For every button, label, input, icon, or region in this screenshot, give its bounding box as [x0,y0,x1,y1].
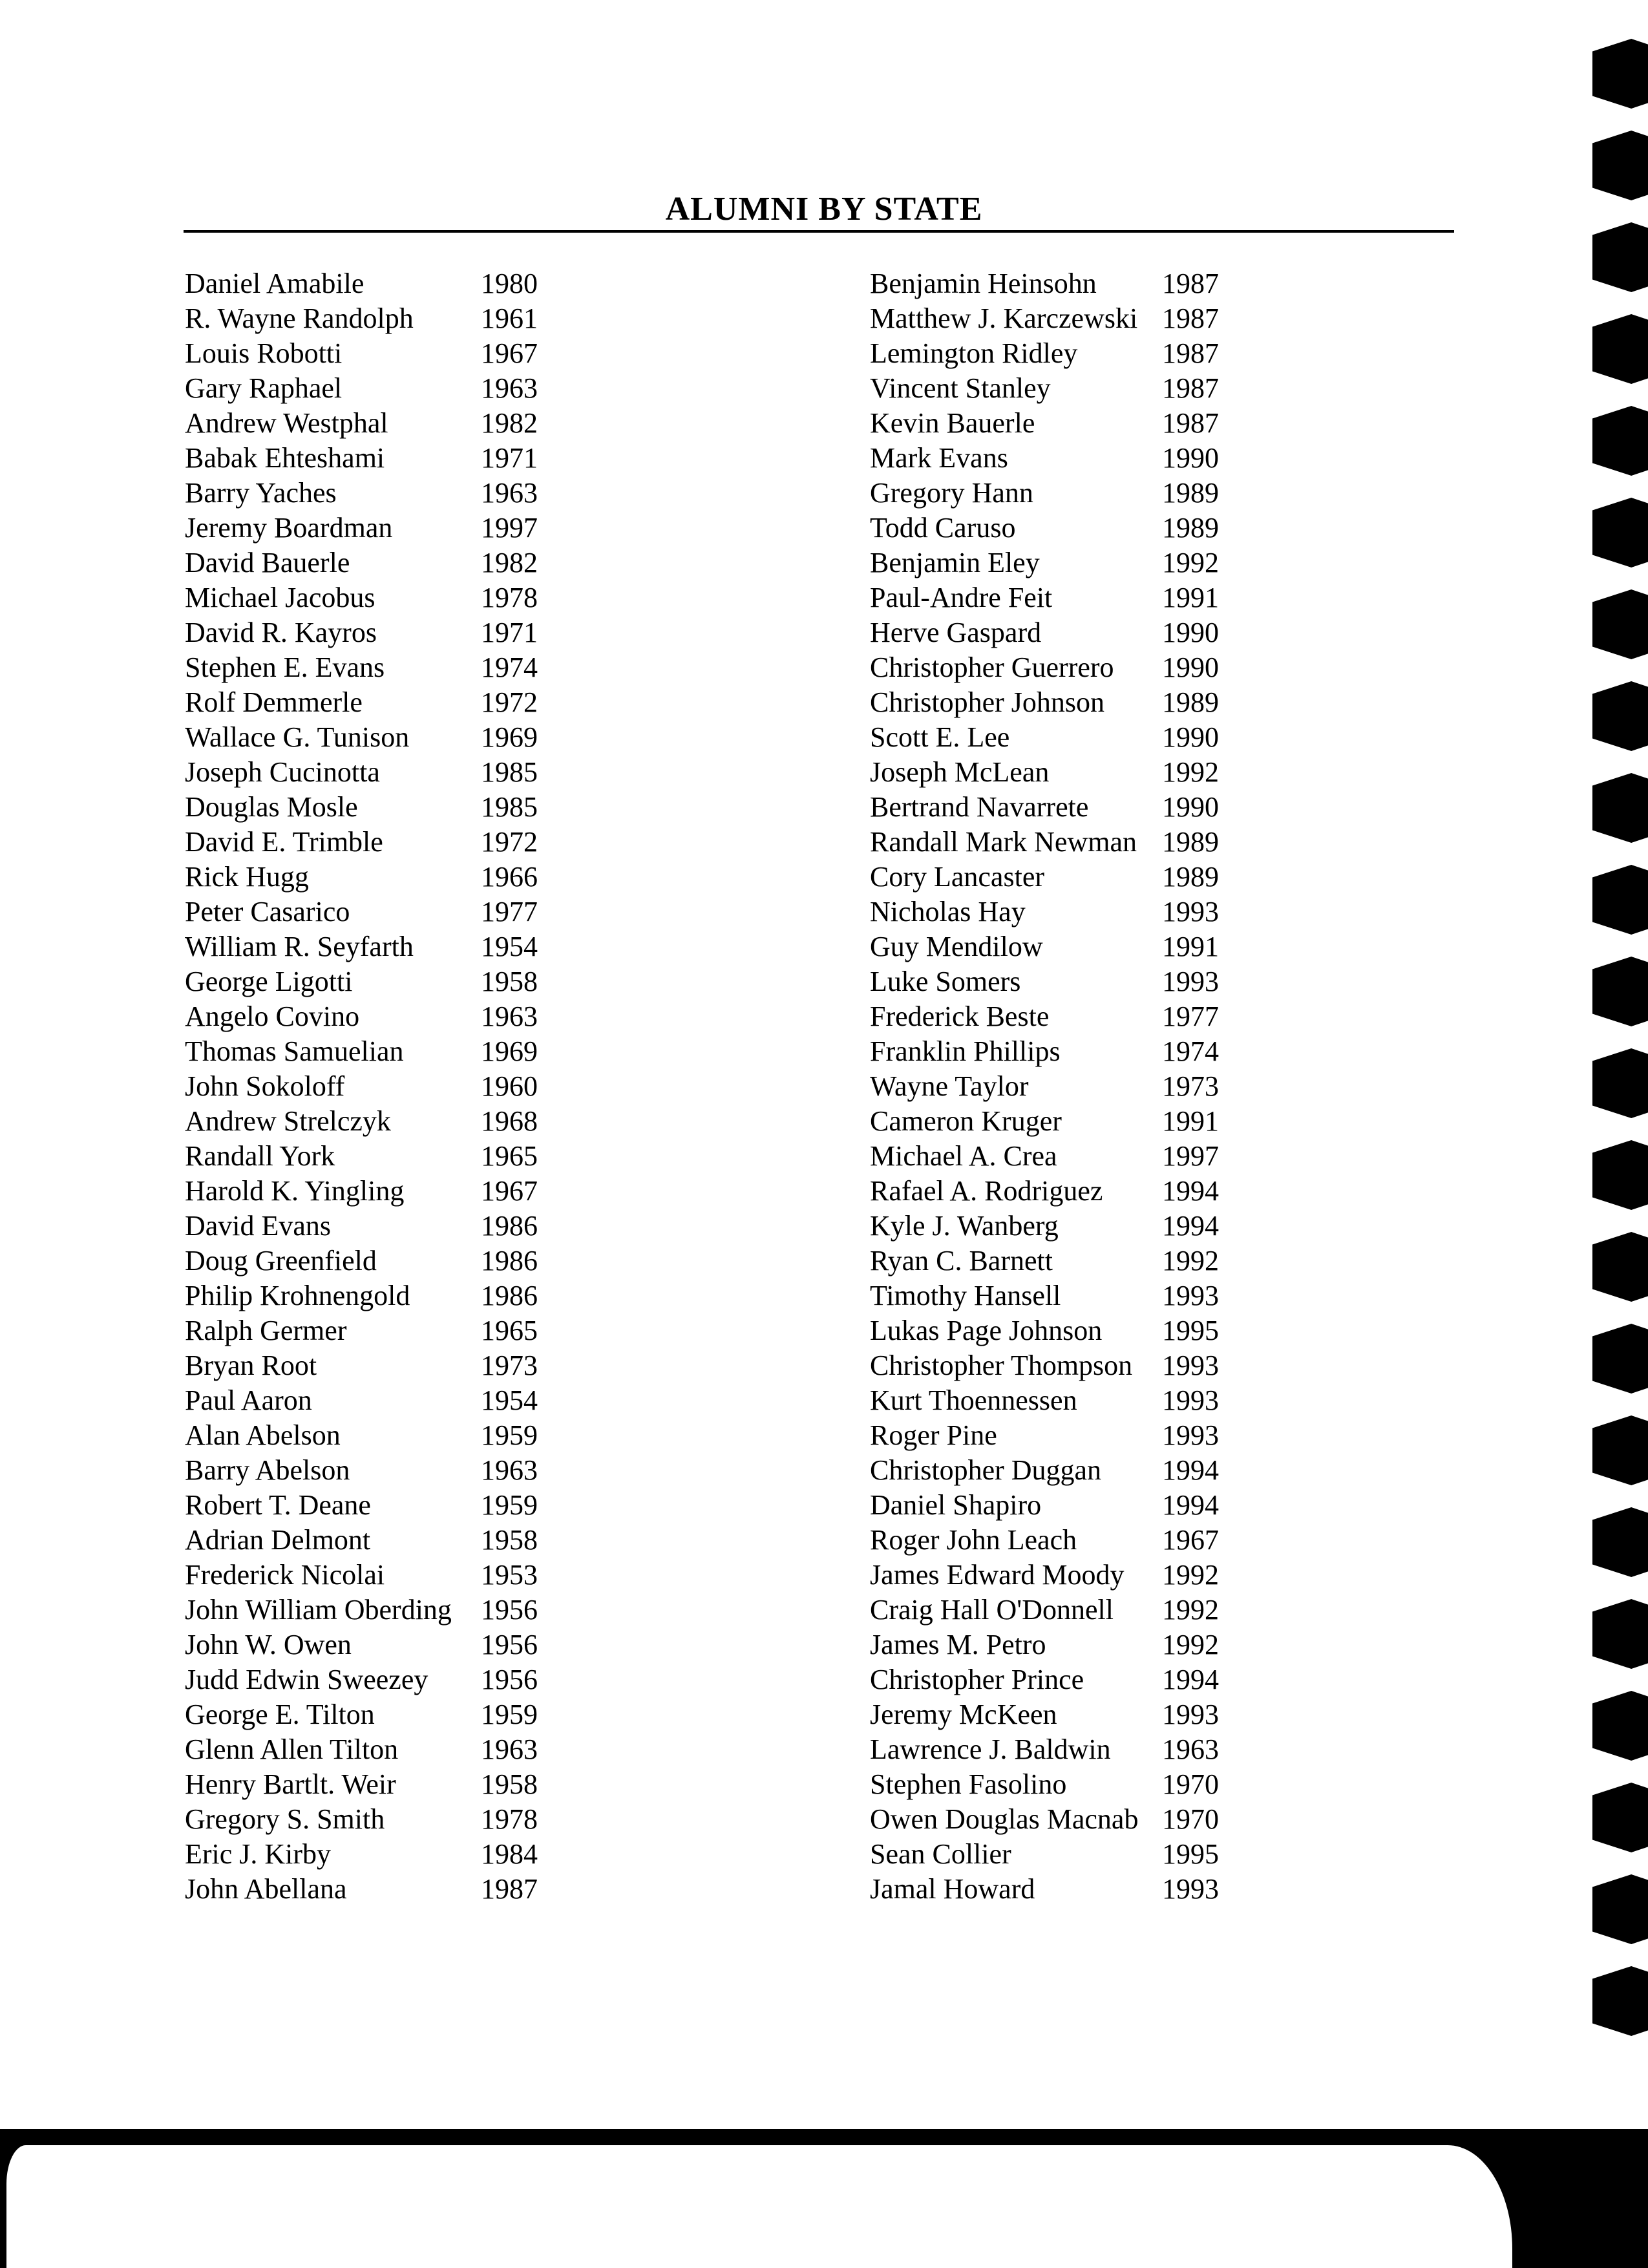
alumni-year: 1993 [1162,1350,1219,1381]
alumni-year: 1959 [481,1699,538,1730]
alumni-name: James Edward Moody [870,1559,1125,1591]
alumni-name: Nicholas Hay [870,896,1026,927]
alumni-name: Thomas Samuelian [185,1035,404,1067]
alumni-year: 1994 [1162,1454,1219,1486]
alumni-year: 1990 [1162,442,1219,474]
alumni-name: Barry Yaches [185,477,337,509]
alumni-year: 1990 [1162,791,1219,823]
binding-tab [1592,131,1648,200]
alumni-name: Stephen Fasolino [870,1768,1067,1800]
alumni-year: 1969 [481,721,538,753]
alumni-name: John W. Owen [185,1629,352,1660]
alumni-name: David Evans [185,1210,332,1242]
alumni-year: 1993 [1162,1873,1219,1905]
alumni-year: 1970 [1162,1768,1219,1800]
alumni-year: 1956 [481,1664,538,1695]
alumni-year: 1992 [1162,547,1219,578]
alumni-year: 1974 [481,652,538,683]
alumni-name: Michael A. Crea [870,1140,1057,1172]
alumni-name: Paul-Andre Feit [870,582,1053,613]
alumni-year: 1987 [1162,268,1219,299]
alumni-year: 1969 [481,1035,538,1067]
alumni-year: 1982 [481,407,538,439]
alumni-name: Daniel Amabile [185,268,364,299]
alumni-year: 1974 [1162,1035,1219,1067]
binding-tab [1592,1415,1648,1485]
binding-tab [1592,1324,1648,1394]
alumni-name: David Bauerle [185,547,350,578]
alumni-year: 1963 [1162,1733,1219,1765]
alumni-year: 1987 [1162,337,1219,369]
alumni-name: Christopher Prince [870,1664,1084,1695]
alumni-year: 1959 [481,1489,538,1521]
alumni-name: Mark Evans [870,442,1008,474]
alumni-name: William R. Seyfarth [185,931,414,962]
alumni-name: George E. Tilton [185,1699,375,1730]
alumni-year: 1963 [481,1454,538,1486]
alumni-name: Christopher Johnson [870,686,1104,718]
alumni-name: Rafael A. Rodriguez [870,1175,1103,1207]
alumni-name: Cory Lancaster [870,861,1044,893]
alumni-year: 1954 [481,931,538,962]
alumni-name: Franklin Phillips [870,1035,1061,1067]
alumni-name: Roger Pine [870,1419,997,1451]
alumni-year: 1958 [481,1768,538,1800]
alumni-name: Doug Greenfield [185,1245,377,1277]
alumni-year: 1994 [1162,1489,1219,1521]
alumni-year: 1968 [481,1105,538,1137]
alumni-year: 1987 [1162,372,1219,404]
alumni-year: 1963 [481,372,538,404]
alumni-name: Frederick Beste [870,1001,1050,1032]
alumni-year: 1972 [481,826,538,858]
alumni-year: 1989 [1162,477,1219,509]
alumni-name: Benjamin Eley [870,547,1040,578]
alumni-name: Andrew Westphal [185,407,388,439]
alumni-name: Alan Abelson [185,1419,341,1451]
alumni-name: Jeremy McKeen [870,1699,1057,1730]
alumni-name: Babak Ehteshami [185,442,385,474]
alumni-name: Jeremy Boardman [185,512,393,544]
alumni-name: Herve Gaspard [870,617,1042,648]
binding-tab [1592,1232,1648,1302]
alumni-year: 1992 [1162,1559,1219,1591]
alumni-year: 1992 [1162,756,1219,788]
alumni-year: 1995 [1162,1315,1219,1346]
alumni-year: 1970 [1162,1803,1219,1835]
binding-tab [1592,39,1648,109]
alumni-name: Eric J. Kirby [185,1838,332,1870]
binding-tab [1592,1140,1648,1210]
alumni-year: 1990 [1162,617,1219,648]
alumni-year: 1987 [1162,407,1219,439]
alumni-name: Christopher Duggan [870,1454,1102,1486]
alumni-name: Stephen E. Evans [185,652,385,683]
alumni-name: Lemington Ridley [870,337,1078,369]
alumni-name: Randall York [185,1140,335,1172]
alumni-year: 1990 [1162,721,1219,753]
alumni-year: 1995 [1162,1838,1219,1870]
alumni-year: 1978 [481,582,538,613]
alumni-year: 1973 [1162,1070,1219,1102]
alumni-year: 1958 [481,1524,538,1556]
alumni-year: 1990 [1162,652,1219,683]
alumni-name: Harold K. Yingling [185,1175,405,1207]
alumni-year: 1993 [1162,1280,1219,1311]
alumni-year: 1992 [1162,1245,1219,1277]
binding-tab [1592,773,1648,843]
alumni-name: Rick Hugg [185,861,309,893]
binding-tab [1592,589,1648,659]
alumni-name: Judd Edwin Sweezey [185,1664,428,1695]
alumni-name: Vincent Stanley [870,372,1051,404]
binding-tab [1592,681,1648,751]
alumni-name: George Ligotti [185,966,353,997]
alumni-name: Michael Jacobus [185,582,375,613]
spiral-binding [1590,39,1648,2101]
alumni-name: Sean Collier [870,1838,1011,1870]
alumni-year: 1997 [481,512,538,544]
alumni-name: John Sokoloff [185,1070,345,1102]
alumni-name: Kyle J. Wanberg [870,1210,1059,1242]
binding-tab [1592,957,1648,1026]
alumni-name: Bertrand Navarrete [870,791,1089,823]
alumni-name: Ralph Germer [185,1315,347,1346]
alumni-year: 1993 [1162,1384,1219,1416]
alumni-name: Rolf Demmerle [185,686,363,718]
binding-tab [1592,1507,1648,1577]
alumni-year: 1960 [481,1070,538,1102]
alumni-year: 1987 [481,1873,538,1905]
alumni-year: 1987 [1162,302,1219,334]
alumni-name: Timothy Hansell [870,1280,1061,1311]
page-title: ALUMNI BY STATE [665,191,983,228]
alumni-year: 1980 [481,268,538,299]
alumni-year: 1989 [1162,826,1219,858]
alumni-year: 1965 [481,1140,538,1172]
alumni-name: Owen Douglas Macnab [870,1803,1139,1835]
alumni-year: 1985 [481,756,538,788]
alumni-name: Gregory S. Smith [185,1803,385,1835]
alumni-name: James M. Petro [870,1629,1046,1660]
alumni-year: 1958 [481,966,538,997]
alumni-year: 1991 [1162,931,1219,962]
alumni-year: 1967 [1162,1524,1219,1556]
alumni-name: Adrian Delmont [185,1524,371,1556]
alumni-name: Lukas Page Johnson [870,1315,1103,1346]
alumni-name: Bryan Root [185,1350,317,1381]
alumni-name: Kurt Thoennessen [870,1384,1077,1416]
alumni-name: Frederick Nicolai [185,1559,385,1591]
alumni-name: Louis Robotti [185,337,343,369]
binding-tab [1592,1691,1648,1761]
alumni-year: 1991 [1162,1105,1219,1137]
alumni-name: Glenn Allen Tilton [185,1733,399,1765]
alumni-name: Benjamin Heinsohn [870,268,1097,299]
bottom-band [0,2129,1648,2268]
binding-tab [1592,865,1648,935]
alumni-year: 1992 [1162,1594,1219,1626]
alumni-name: Ryan C. Barnett [870,1245,1053,1277]
alumni-year: 1967 [481,337,538,369]
binding-tab [1592,1874,1648,1944]
alumni-name: Paul Aaron [185,1384,312,1416]
alumni-name: Kevin Bauerle [870,407,1035,439]
alumni-year: 1966 [481,861,538,893]
alumni-year: 1972 [481,686,538,718]
alumni-name: Roger John Leach [870,1524,1077,1556]
alumni-name: Cameron Kruger [870,1105,1062,1137]
alumni-name: John William Oberding [185,1594,452,1626]
alumni-name: Gregory Hann [870,477,1033,509]
alumni-name: Craig Hall O'Donnell [870,1594,1114,1626]
alumni-name: Christopher Thompson [870,1350,1133,1381]
alumni-year: 1963 [481,477,538,509]
alumni-year: 1963 [481,1001,538,1032]
alumni-year: 1986 [481,1245,538,1277]
alumni-name: Daniel Shapiro [870,1489,1042,1521]
alumni-name: Gary Raphael [185,372,343,404]
alumni-name: Andrew Strelczyk [185,1105,391,1137]
binding-tab [1592,498,1648,567]
alumni-year: 1986 [481,1280,538,1311]
alumni-year: 1991 [1162,582,1219,613]
alumni-year: 1997 [1162,1140,1219,1172]
alumni-year: 1977 [481,896,538,927]
alumni-year: 1954 [481,1384,538,1416]
binding-tab [1592,1048,1648,1118]
alumni-year: 1994 [1162,1664,1219,1695]
alumni-year: 1993 [1162,1699,1219,1730]
alumni-name: Guy Mendilow [870,931,1043,962]
alumni-year: 1959 [481,1419,538,1451]
alumni-name: Henry Bartlt. Weir [185,1768,396,1800]
alumni-year: 1989 [1162,686,1219,718]
alumni-name: Randall Mark Newman [870,826,1137,858]
alumni-name: Joseph McLean [870,756,1050,788]
alumni-year: 1982 [481,547,538,578]
alumni-year: 1956 [481,1594,538,1626]
alumni-year: 1989 [1162,861,1219,893]
alumni-year: 1989 [1162,512,1219,544]
alumni-year: 1967 [481,1175,538,1207]
alumni-year: 1978 [481,1803,538,1835]
alumni-year: 1994 [1162,1175,1219,1207]
alumni-name: Wayne Taylor [870,1070,1029,1102]
alumni-year: 1984 [481,1838,538,1870]
alumni-year: 1992 [1162,1629,1219,1660]
alumni-year: 1971 [481,617,538,648]
alumni-name: Angelo Covino [185,1001,360,1032]
alumni-name: David R. Kayros [185,617,377,648]
binding-tab [1592,314,1648,384]
alumni-year: 1971 [481,442,538,474]
alumni-year: 1963 [481,1733,538,1765]
alumni-year: 1973 [481,1350,538,1381]
alumni-name: Joseph Cucinotta [185,756,380,788]
alumni-name: Todd Caruso [870,512,1016,544]
alumni-year: 1956 [481,1629,538,1660]
binding-tab [1592,1783,1648,1852]
alumni-year: 1986 [481,1210,538,1242]
alumni-name: Lawrence J. Baldwin [870,1733,1111,1765]
alumni-year: 1961 [481,302,538,334]
alumni-name: Philip Krohnengold [185,1280,410,1311]
alumni-year: 1994 [1162,1210,1219,1242]
alumni-name: Matthew J. Karczewski [870,302,1138,334]
alumni-name: Jamal Howard [870,1873,1035,1905]
binding-tab [1592,406,1648,476]
binding-tab [1592,222,1648,292]
alumni-name: John Abellana [185,1873,347,1905]
alumni-year: 1993 [1162,1419,1219,1451]
alumni-year: 1977 [1162,1001,1219,1032]
alumni-name: Peter Casarico [185,896,350,927]
alumni-year: 1953 [481,1559,538,1591]
title-rule [184,230,1454,233]
binding-tab [1592,1599,1648,1669]
alumni-name: Luke Somers [870,966,1021,997]
alumni-year: 1965 [481,1315,538,1346]
bottom-card [6,2145,1512,2268]
alumni-name: Scott E. Lee [870,721,1010,753]
alumni-name: R. Wayne Randolph [185,302,414,334]
alumni-name: Barry Abelson [185,1454,350,1486]
alumni-name: Wallace G. Tunison [185,721,410,753]
alumni-name: David E. Trimble [185,826,383,858]
alumni-name: Douglas Mosle [185,791,358,823]
alumni-year: 1993 [1162,966,1219,997]
alumni-name: Robert T. Deane [185,1489,371,1521]
alumni-year: 1985 [481,791,538,823]
alumni-name: Christopher Guerrero [870,652,1114,683]
alumni-year: 1993 [1162,896,1219,927]
binding-tab [1592,1966,1648,2036]
